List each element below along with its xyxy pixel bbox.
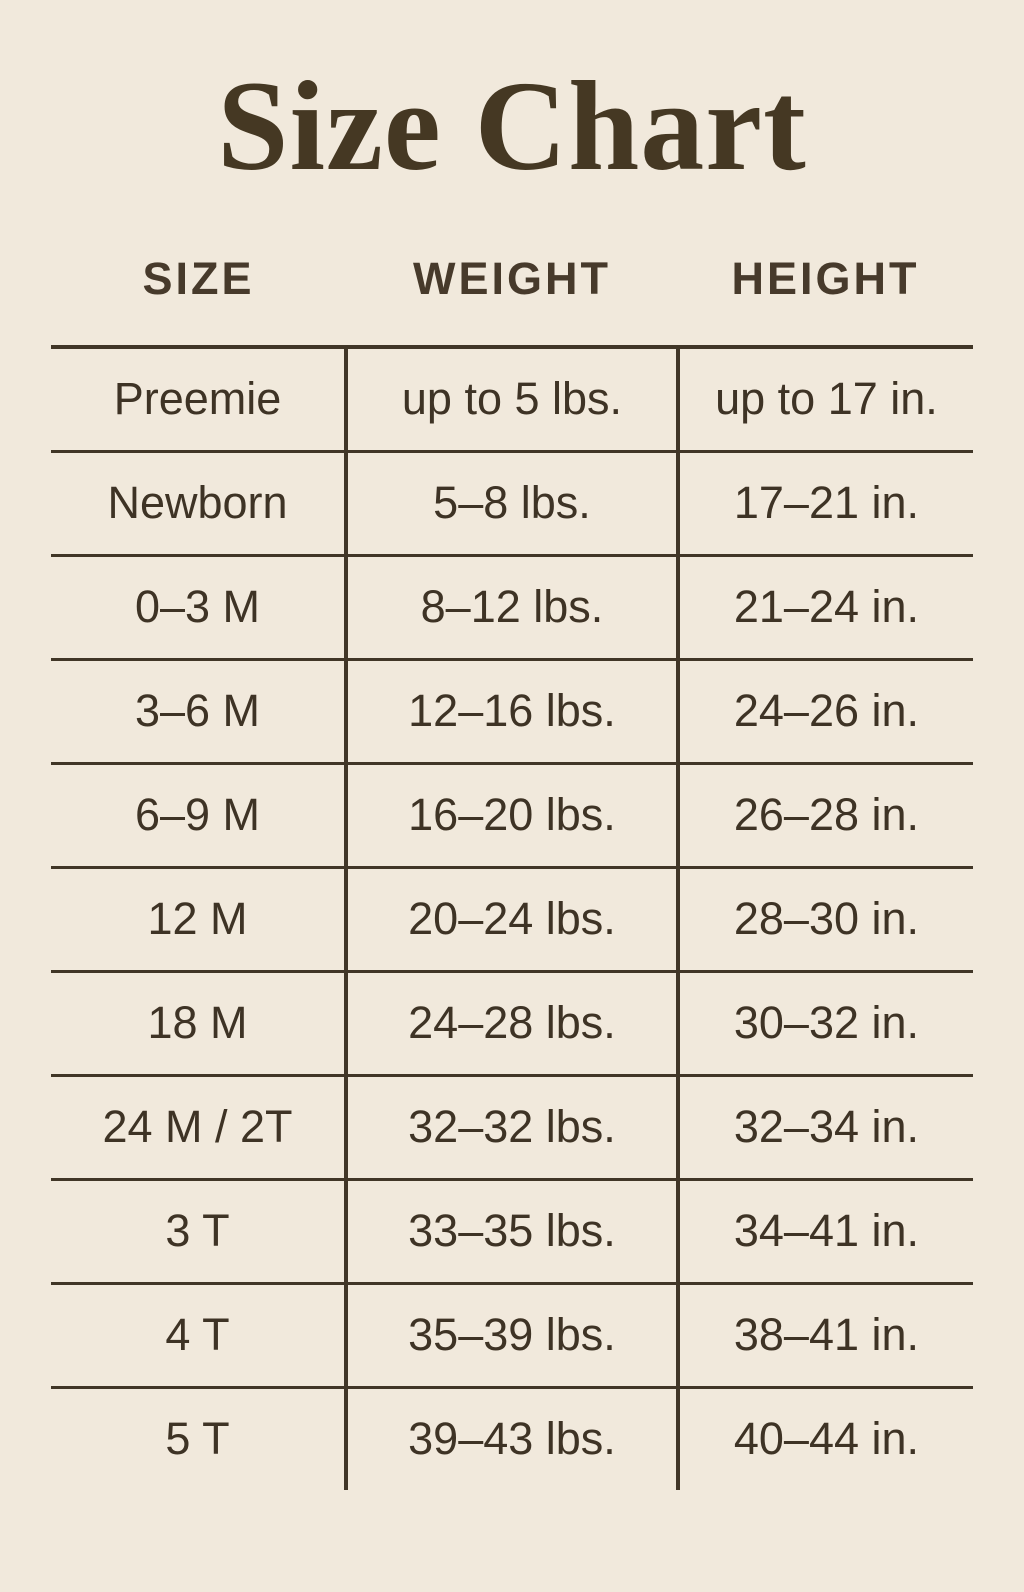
table-row <box>51 555 973 659</box>
table-row <box>51 451 973 555</box>
weight-cell: 5–8 lbs. <box>346 451 678 555</box>
table-row <box>51 971 973 1075</box>
page-title: Size Chart <box>217 55 807 197</box>
table-row <box>51 1075 973 1179</box>
height-cell: 32–34 in. <box>678 1075 973 1179</box>
height-cell: 38–41 in. <box>678 1283 973 1387</box>
size-cell: 0–3 M <box>51 555 346 659</box>
table-row <box>51 1283 973 1387</box>
weight-cell: 16–20 lbs. <box>346 763 678 867</box>
size-cell: 5 T <box>165 1413 230 1465</box>
height-cell: 40–44 in. <box>733 1413 920 1465</box>
weight-cell: 20–24 lbs. <box>346 867 678 971</box>
height-cell: 21–24 in. <box>678 555 973 659</box>
weight-cell: 39–43 lbs. <box>346 1387 678 1490</box>
table-row <box>51 763 973 867</box>
table-header <box>51 253 973 347</box>
size-cell: 18 M <box>51 971 346 1075</box>
size-chart-table <box>51 253 973 1490</box>
table-body <box>51 347 973 1490</box>
table-row <box>51 867 973 971</box>
size-cell: 3 T <box>51 1179 346 1283</box>
column-header-weight: WEIGHT <box>346 253 678 347</box>
table-row <box>51 1179 973 1283</box>
size-chart-page <box>0 56 1024 1490</box>
weight-cell: 24–28 lbs. <box>346 971 678 1075</box>
height-cell: 34–41 in. <box>678 1179 973 1283</box>
table-row <box>51 347 973 452</box>
height-cell: 17–21 in. <box>678 451 973 555</box>
height-cell: 26–28 in. <box>678 763 973 867</box>
column-header-height: HEIGHT <box>678 253 973 347</box>
weight-cell: 32–32 lbs. <box>346 1075 678 1179</box>
weight-cell: 12–16 lbs. <box>346 659 678 763</box>
height-cell: 30–32 in. <box>678 971 973 1075</box>
weight-cell: 35–39 lbs. <box>346 1283 678 1387</box>
size-cell: 6–9 M <box>51 763 346 867</box>
size-cell: 24 M / 2T <box>51 1075 346 1179</box>
size-cell: 12 M <box>51 867 346 971</box>
weight-cell: up to 5 lbs. <box>346 347 678 452</box>
column-header-size: SIZE <box>51 253 346 347</box>
table-row <box>51 659 973 763</box>
height-cell: 28–30 in. <box>678 867 973 971</box>
weight-cell: 8–12 lbs. <box>346 555 678 659</box>
header-row <box>51 253 973 347</box>
height-cell: up to 17 in. <box>678 347 973 452</box>
size-cell: 3–6 M <box>51 659 346 763</box>
height-cell: 24–26 in. <box>678 659 973 763</box>
table-row <box>51 1387 973 1490</box>
size-cell: Newborn <box>51 451 346 555</box>
weight-cell: 33–35 lbs. <box>346 1179 678 1283</box>
size-cell: 4 T <box>51 1283 346 1387</box>
size-cell: Preemie <box>51 347 346 452</box>
